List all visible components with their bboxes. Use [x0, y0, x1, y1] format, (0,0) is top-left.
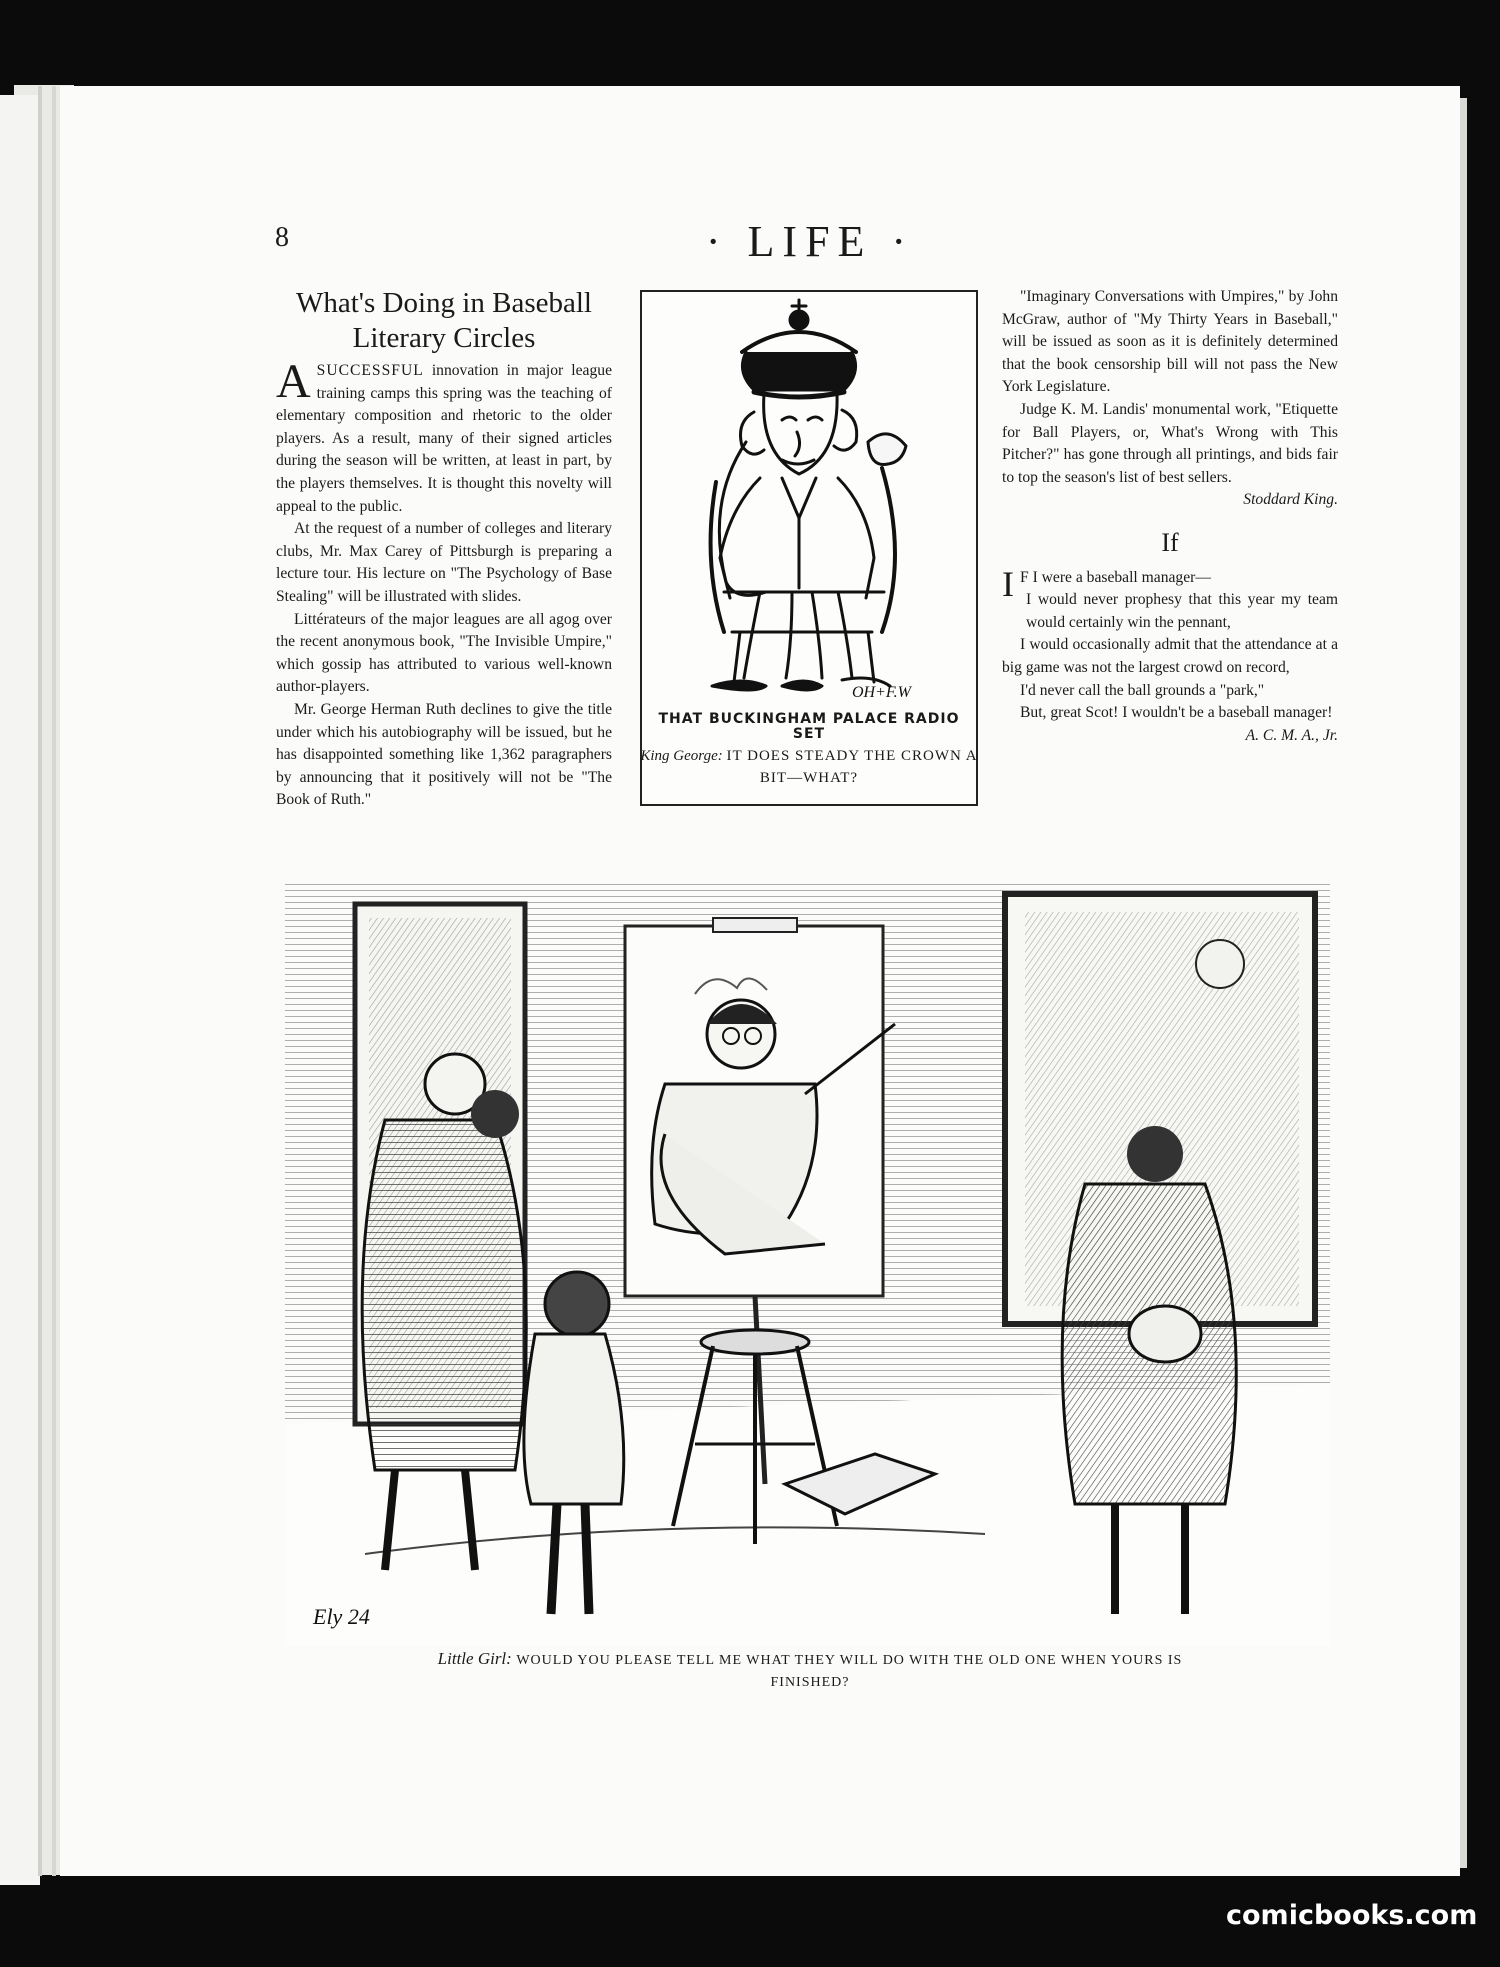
drop-cap: I — [1002, 563, 1014, 604]
caption-speaker: Little Girl: — [437, 1649, 512, 1668]
article-paragraph — [276, 355, 612, 518]
art-gallery-drawing — [285, 884, 1330, 1646]
page-number: 8 — [275, 222, 289, 253]
poem-signature: A. C. M. A., Jr. — [1245, 726, 1338, 744]
lead-smallcaps: SUCCESSFUL — [316, 362, 424, 379]
site-watermark: comicbooks.com — [1226, 1900, 1478, 1931]
article-paragraph: Mr. George Herman Ruth declines to give the title under which his autobiography will be issued, but he has disappointed something like 1,362 paragraphers by announcing that it positively will not be "The Book of Ruth." — [276, 700, 612, 809]
caption-text: WOULD YOU PLEASE TELL ME WHAT THEY WILL DO WITH THE OLD ONE WHEN YOURS IS FINISHED? — [516, 1653, 1183, 1690]
article-paragraph: Judge K. M. Landis' monumental work, "Etiquette for Ball Players, or, What's Wrong with This Pitcher?" has gone through all printings, and bids fair to top the season's list of best sellers. — [1002, 400, 1338, 486]
paragraph-text: innovation in major league training camps this spring was the teaching of elementary composition and rhetoric to the older players. As a result, many of their signed articles during the season will be written, at least in part, by the players themselves. It is thought this novelty will appeal to the public. — [276, 362, 612, 515]
illustration-caption — [410, 1648, 1210, 1694]
poem-line: I'd never call the ball grounds a "park," — [1020, 681, 1265, 699]
article-paragraph: At the request of a number of colleges and literary clubs, Mr. Max Carey of Pittsburgh is preparing a lecture tour. His lecture on "The Psychology of Base Stealing" will be illustrated with slides. — [276, 520, 612, 605]
cartoon-caption — [640, 745, 978, 789]
poem-line-text: F I were a baseball manager— — [1020, 568, 1211, 586]
poem-line: But, great Scot! I wouldn't be a baseball manager! — [1020, 704, 1333, 722]
article-title-line: What's Doing in Baseball — [296, 287, 592, 319]
masthead: · LIFE · — [705, 217, 915, 266]
article-column-right — [1002, 286, 1338, 747]
poem-line — [1002, 563, 1338, 604]
page-edge-line — [38, 86, 42, 1876]
caption-speaker: King George: — [640, 748, 723, 764]
article-title — [276, 286, 612, 356]
article-paragraph: "Imaginary Conversations with Umpires," by John McGraw, author of "My Thirty Years in Baseball," will be issued as soon as it is definitely determined that the book censorship bill will not pass the New York Legislature. — [1002, 288, 1338, 396]
drop-cap: A — [276, 355, 311, 408]
page-edge-line — [52, 86, 56, 1876]
poem-title: If — [1161, 527, 1179, 557]
poem-line: I would never prophesy that this year my team would certainly win the pennant, — [1026, 591, 1338, 631]
king-george-cartoon — [642, 292, 976, 712]
article-column-left — [276, 286, 612, 812]
gallery-illustration — [285, 884, 1330, 1646]
article-signature: Stoddard King. — [1243, 491, 1338, 509]
cartoon-caption-title: THAT BUCKINGHAM PALACE RADIO SET — [658, 711, 960, 742]
article-title-line: Literary Circles — [352, 322, 536, 354]
article-paragraph: Littérateurs of the major leagues are all agog over the recent anonymous book, "The Invisible Umpire," which gossip has attributed to various well-known author-players. — [276, 610, 612, 696]
poem-line: I would occasionally admit that the attendance at a big game was not the largest crowd on record, — [1002, 636, 1338, 676]
cartoon-signature: OH+F.W — [852, 684, 911, 701]
caption-text: IT DOES STEADY THE CROWN A BIT—WHAT? — [726, 748, 978, 786]
book-edge-left — [0, 95, 40, 1885]
illustration-signature: Ely 24 — [313, 1604, 370, 1629]
